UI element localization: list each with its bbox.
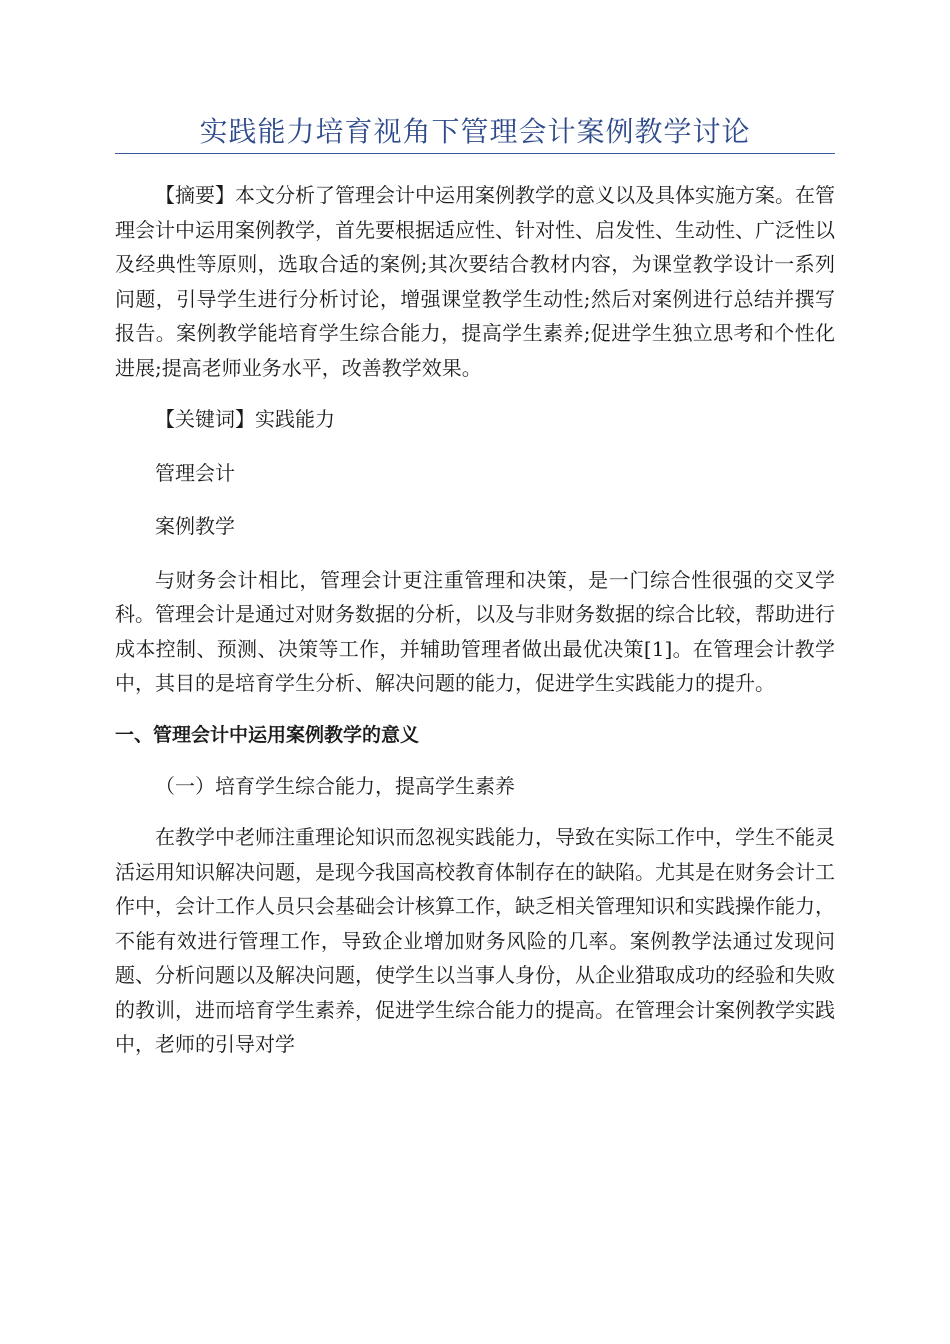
document-title: 实践能力培育视角下管理会计案例教学讨论 <box>199 115 751 148</box>
section-heading: 一、管理会计中运用案例教学的意义 <box>115 723 420 746</box>
keyword-item: 管理会计 <box>155 460 235 485</box>
subsection-heading: （一）培育学生综合能力，提高学生素养 <box>155 773 515 798</box>
body-paragraph: 在教学中老师注重理论知识而忽视实践能力，导致在实际工作中，学生不能灵活运用知识解决问题，是现今我国高校教育体制存在的缺陷。尤其是在财务会计工作中，会计工作人员只会基础会计核算工作，缺乏相关管理知识和实践操作能力，不能有效进行管理工作，导致企业增加财务风险的几率。案例教学法通过发现问题、分析问题以及解决问题，使学生以当事人身份，从企业猎取成功的经验和失败的教训，进而培育学生素养，促进学生综合能力的提高。在管理会计案例教学实践中，老师的引导对学 <box>115 825 835 1056</box>
title-underline <box>115 153 835 154</box>
keyword-item: 案例教学 <box>155 514 235 538</box>
abstract-paragraph: 【摘要】本文分析了管理会计中运用案例教学的意义以及具体实施方案。在管理会计中运用案例教学，首先要根据适应性、针对性、启发性、生动性、广泛性以及经典性等原则，选取合适的案例;其次要结合教材内容，为课堂教学设计一系列问题，引导学生进行分析讨论，增强课堂教学生动性;然后对案例进行总结并撰写报告。案例教学能培育学生综合能力，提高学生素养;促进学生独立思考和个性化进展;提高老师业务水平，改善教学效果。 <box>115 183 835 380</box>
document-body <box>115 178 835 1062</box>
keywords-line: 【关键词】实践能力 <box>155 407 335 431</box>
intro-paragraph: 与财务会计相比，管理会计更注重管理和决策，是一门综合性很强的交叉学科。管理会计是通过对财务数据的分析，以及与非财务数据的综合比较，帮助进行成本控制、预测、决策等工作，并辅助管理者做出最优决策[1]。在管理会计教学中，其目的是培育学生分析、解决问题的能力，促进学生实践能力的提升。 <box>115 567 835 695</box>
